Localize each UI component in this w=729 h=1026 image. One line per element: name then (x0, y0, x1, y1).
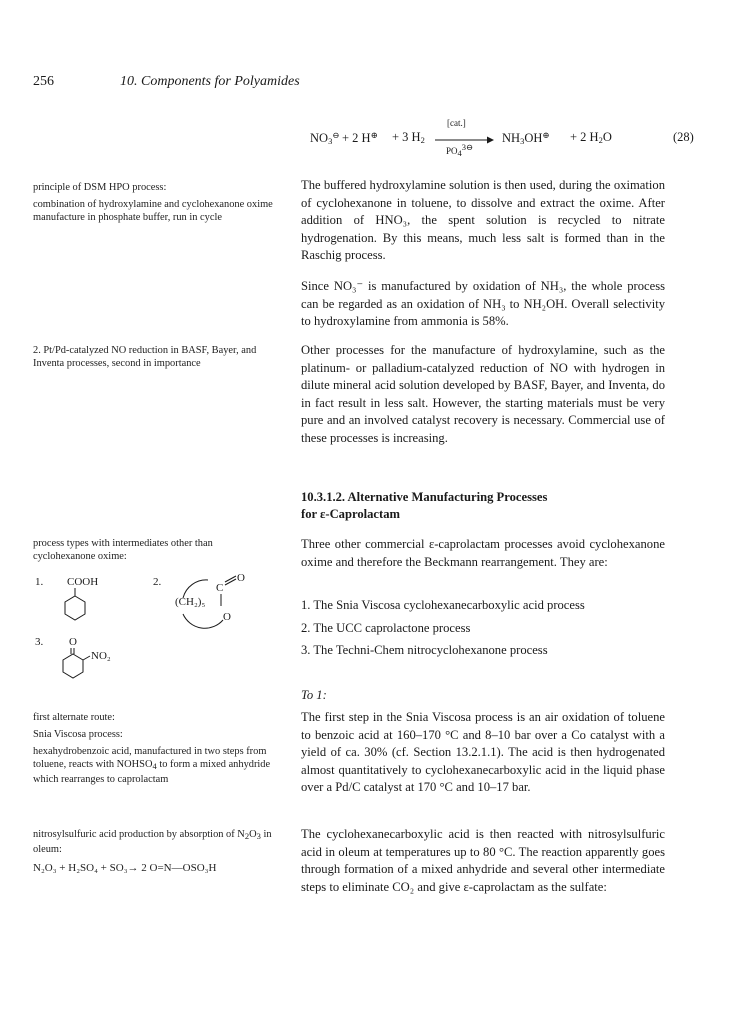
paragraph-other-processes: Other processes for the manufacture of hydroxylamine, such as the platinum- or palladium-catalyzed reduction of NO with hydrogen in dilute mineral acid solution developed by BASF, Bayer, and Inventa, do in fact result in less salt. However, the starting materials must be very pure and an involved catalyst recovery is necessary. Commercial use of these processes is increasing. (301, 343, 665, 445)
paragraph-intro-processes: Three other commercial ε-caprolactam processes avoid cyclohexanone oxime and therefore the Beckmann rearrangement. They are: (301, 537, 665, 569)
paragraph-nitrosyl-reaction: The cyclohexanecarboxylic acid is then reacted with nitrosylsulfuric acid in oleum at temperatures up to 80 °C. The reaction apparently goes through formation of a mixed anhydride and several other intermediate steps to eliminate CO₂ and give ε-caprolactam as the sulfate: (301, 827, 665, 894)
list-item: 1. The Snia Viscosa cyclohexanecarboxylic acid process (301, 598, 585, 612)
margin-note-basf: 2. Pt/Pd-catalyzed NO reduction in BASF, Bayer, and Inventa processes, second in importance (33, 345, 257, 369)
subheading-to-1: To 1: (301, 688, 327, 702)
list-item: 2. The UCC caprolactone process (301, 620, 471, 635)
margin-note-dsm: principle of DSM HPO process: combination of hydroxylamine and cyclohexanone oxime manufacture in phosphate buffer, run in cycle (33, 182, 273, 223)
margin-note-nitrosyl: nitrosylsulfuric acid production by absorption of $N_2O_3$ in oleum: N₂O₃ + H₂SO₄ + SO₃→ 2 O=N—OSO₃H (33, 829, 272, 874)
structure-drawings (33, 568, 277, 688)
process-list (301, 597, 665, 665)
list-item: 3. The Techni-Chem nitrocyclohexanone process (301, 643, 548, 658)
chapter-title: 10. Components for Polyamides (120, 74, 300, 89)
paragraph-selectivity: Since NO₃⁻ is manufactured by oxidation of NH₃, the whole process can be regarded as an oxidation of NH₃ to NH₂OH. Overall selectivity to hydroxylamine from ammonia is 58%. (301, 279, 665, 329)
margin-note-snia: first alternate route: Snia Viscosa process: hexahydrobenzoic acid, manufactured in two steps from toluene, reacts with $NOHSO_4$ to form a mixed anhydride which rearranges to caprolactam (33, 712, 271, 785)
paragraph-buffered-solution: The buffered hydroxylamine solution is then used, during the oximation of cyclohexanone in toluene, to dissolve and extract the oxime. After addition of HNO₃, the spent solution is recycled to nitrate hydrogenation. By this means, much less salt is formed than in the Raschig process. (301, 178, 665, 263)
page-number: 256 (33, 74, 54, 89)
paragraph-snia-first-step: The first step in the Snia Viscosa process is an air oxidation of toluene to benzoic acid at 160–170 °C and 8–10 bar over a Co catalyst with a yield of ca. 30% (cf. Section 13.2.1.1). The acid is then hydrogenated almost quantitatively to cyclohexanecarboxylic acid in the liquid phase over a Pd/C catalyst at 170 °C and 10–17 bar. (301, 710, 665, 795)
section-heading: 10.3.1.2. Alternative Manufacturing Processes for ε-Caprolactam (301, 490, 548, 521)
margin-note-process-types: process types with intermediates other than cyclohexanone oxime: (33, 538, 213, 562)
chemical-structures: 1. COOH 2. (CH₂)₅ C O O 3. O NO₂ (33, 568, 277, 688)
equation-28: $NO_3^⊖$ + 2 H⊕ + 3 $H_2$ [cat.] $PO_4^{3⊖}$ $NH_3OH^\oplus$ + 2 $H_2O$ (28) (310, 118, 694, 158)
